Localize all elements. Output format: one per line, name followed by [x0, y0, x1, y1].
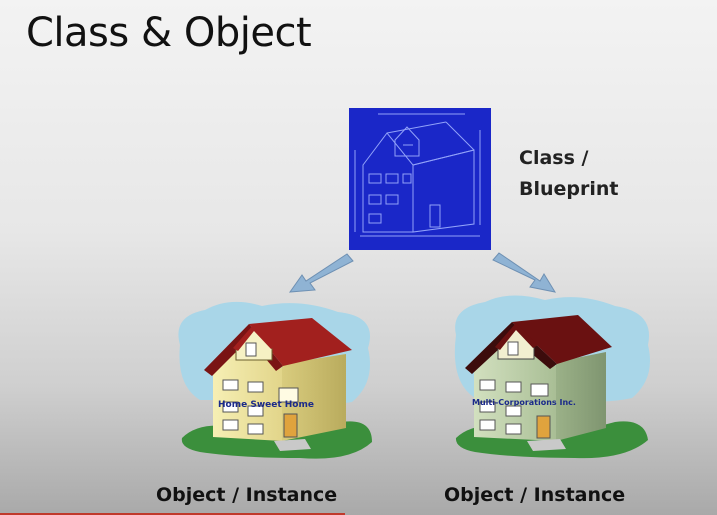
class-label-line1: Class /	[519, 147, 589, 169]
class-blueprint-label	[519, 143, 619, 205]
house-sign-2: Multi-Corporations Inc.	[472, 398, 576, 407]
object-instance-label-2: Object / Instance	[444, 484, 626, 506]
class-label-line2: Blueprint	[519, 178, 619, 200]
blueprint-image	[349, 108, 491, 250]
object-instance-label-1: Object / Instance	[156, 484, 338, 506]
slide-title: Class & Object	[26, 10, 312, 56]
arrow-left	[290, 254, 353, 292]
house-sign-1: Home Sweet Home	[218, 400, 314, 410]
arrow-right	[493, 253, 555, 292]
house-home-sweet-home	[178, 302, 372, 459]
blueprint-background	[349, 108, 491, 250]
house-multi-corporations	[455, 295, 650, 458]
